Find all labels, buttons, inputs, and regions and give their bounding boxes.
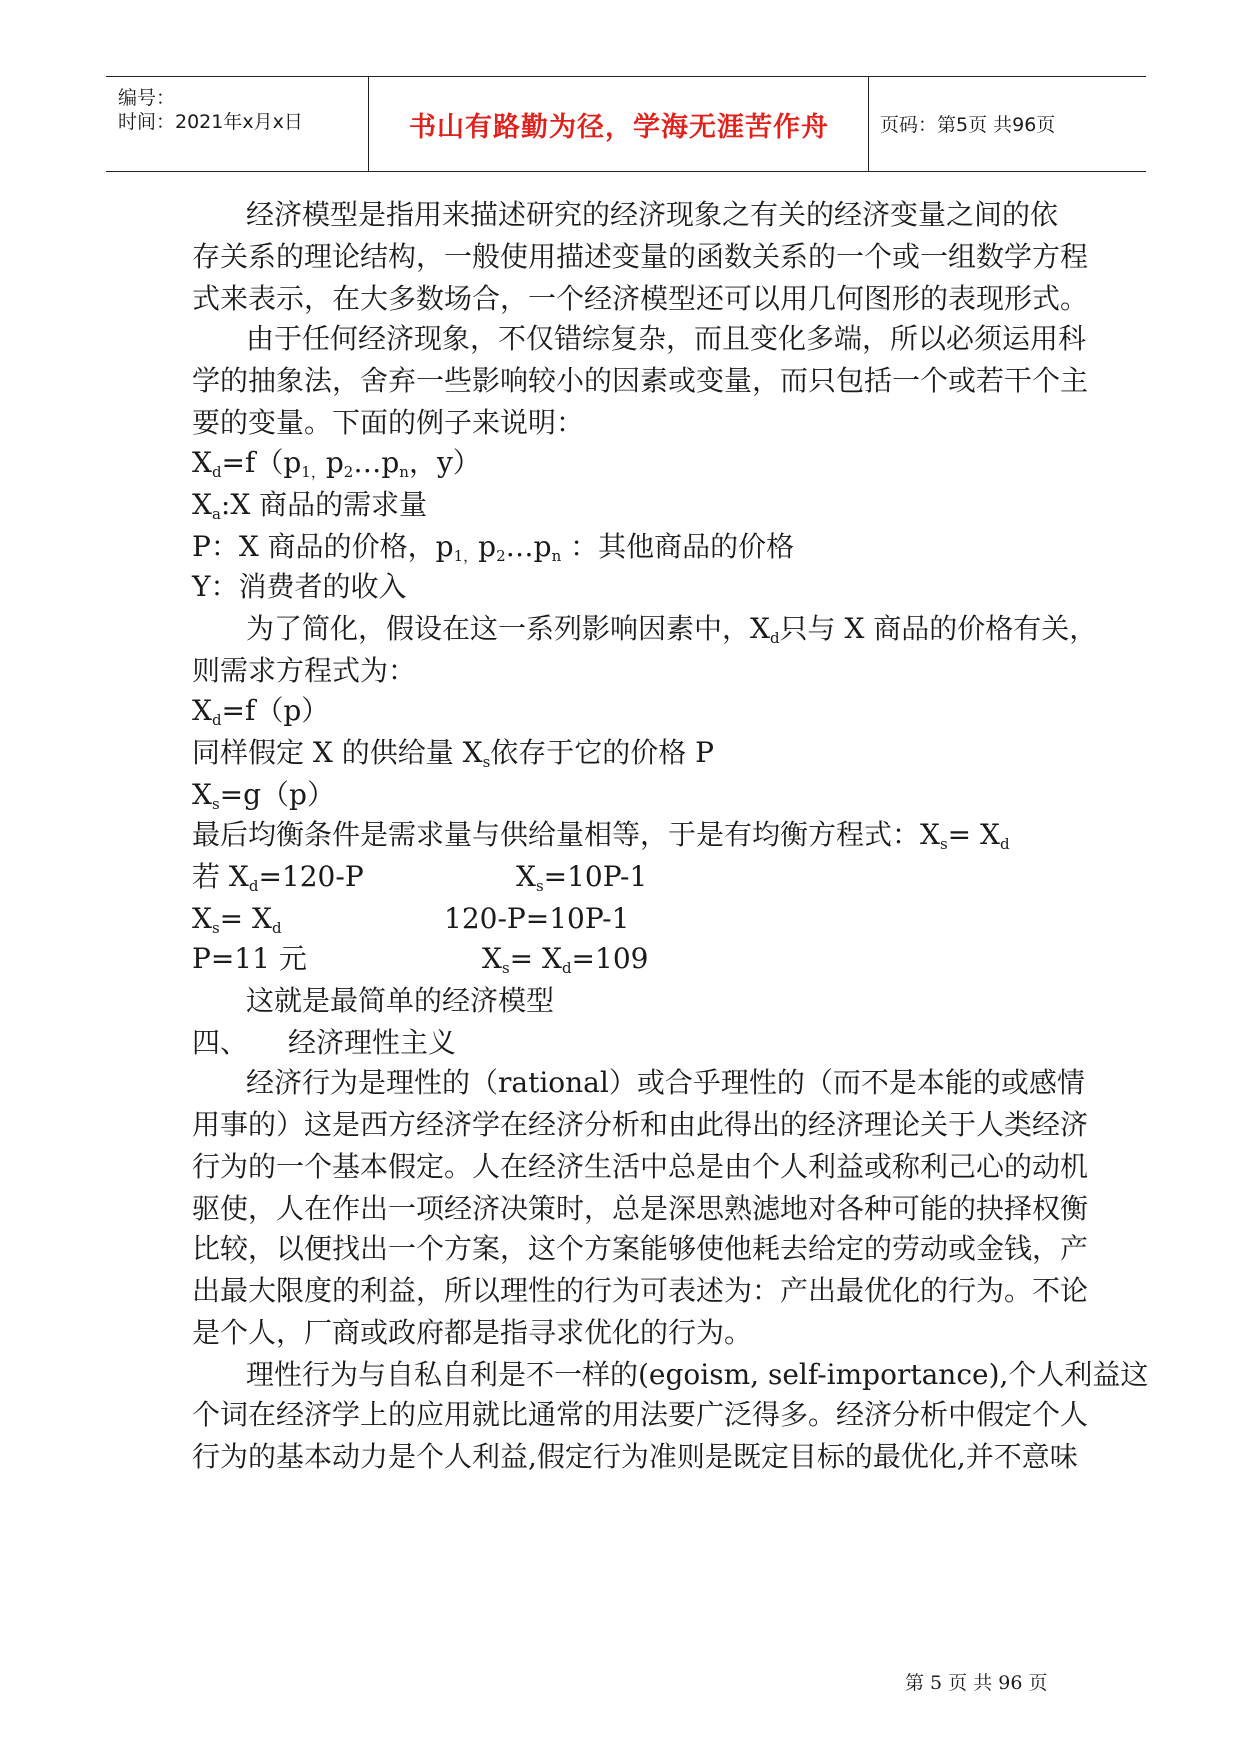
document-header: [106, 76, 1146, 172]
formula-example-left: P=11 元: [192, 942, 307, 975]
definition-line: Y：消费者的收入: [192, 570, 407, 603]
paragraph-line: 则需求方程式为：: [192, 654, 417, 687]
paragraph-line: 式来表示，在大多数场合，一个经济模型还可以用几何图形的表现形式。: [192, 282, 1089, 315]
definition-line: P：X 商品的价格，$p_{1,}p_2\dots p_n$ ：其他商品的价格: [192, 530, 795, 565]
section-heading: [192, 1026, 456, 1060]
paragraph-line: 同样假定 X 的供给量 $X_s$依存于它的价格 P: [192, 736, 715, 771]
header-time-label: 时间：2021年x月x日: [118, 111, 303, 133]
section-number: 四、: [192, 1026, 249, 1059]
header-page-cell: [870, 77, 1146, 171]
header-page-info: 页码：第5页 共96页: [880, 114, 1056, 136]
paragraph-line: 比较，以便找出一个方案，这个方案能够使他耗去给定的劳动或金钱，产: [192, 1232, 1089, 1265]
formula-example-right: 120-P=10P-1: [444, 902, 630, 935]
header-motto: 书山有路勤为径，学海无涯苦作舟: [409, 112, 829, 143]
paragraph-line: 最后均衡条件是需求量与供给量相等，于是有均衡方程式：$X_s= X_d$: [192, 818, 1010, 853]
formula-example-right: $X_s=10P-1$: [516, 860, 648, 895]
formula-example-left: 若 $X_d=120-P$: [192, 860, 364, 895]
paragraph-line: 理性行为与自私自利是不一样的(egoism, self-importance),个人利益这: [246, 1358, 1149, 1391]
paragraph-line: 要的变量。下面的例子来说明：: [192, 406, 585, 439]
formula-supply-equation: $X_s=g(p)$: [192, 778, 335, 813]
formula-demand-function: $X_d=f(p_{1,}p_2\dots p_n$，y）: [192, 446, 481, 481]
header-motto-cell: [370, 77, 869, 171]
page-footer: 第 5 页 共 96 页: [905, 1672, 1048, 1694]
formula-example-left: $X_s= X_d$: [192, 902, 282, 937]
paragraph-line: 个词在经济学上的应用就比通常的用法要广泛得多。经济分析中假定个人: [192, 1398, 1089, 1431]
paragraph-line: 是个人，厂商或政府都是指寻求优化的行为。: [192, 1316, 753, 1349]
paragraph-line: 为了简化，假设在这一系列影响因素中，$X_d$只与 X 商品的价格有关，: [246, 612, 1098, 647]
paragraph-line: 驱使，人在作出一项经济决策时，总是深思熟滤地对各种可能的抉择权衡: [192, 1192, 1089, 1225]
paragraph-line: 用事的）这是西方经济学在经济分析和由此得出的经济理论关于人类经济: [192, 1108, 1089, 1141]
paragraph-line: 经济模型是指用来描述研究的经济现象之有关的经济变量之间的依: [246, 198, 1059, 231]
paragraph-line: 这就是最简单的经济模型: [246, 984, 555, 1017]
paragraph-line: 行为的一个基本假定。人在经济生活中总是由个人利益或称利己心的动机: [192, 1150, 1089, 1183]
paragraph-line: 行为的基本动力是个人利益,假定行为准则是既定目标的最优化,并不意味: [192, 1440, 1078, 1473]
header-meta-cell: [106, 77, 369, 171]
paragraph-line: 存关系的理论结构，一般使用描述变量的函数关系的一个或一组数学方程: [192, 240, 1089, 273]
section-title: 经济理性主义: [288, 1026, 457, 1059]
formula-demand-equation: $X_d=f(p)$: [192, 694, 330, 729]
paragraph-line: 由于任何经济现象，不仅错综复杂，而且变化多端，所以必须运用科: [246, 322, 1087, 355]
header-number-label: 编号：: [118, 87, 176, 109]
definition-line: $X_a:X$ 商品的需求量: [192, 488, 428, 523]
formula-example-right: $X_s= X_d=109$: [482, 942, 649, 977]
paragraph-line: 出最大限度的利益，所以理性的行为可表述为：产出最优化的行为。不论: [192, 1274, 1089, 1307]
paragraph-line: 学的抽象法，舍弃一些影响较小的因素或变量，而只包括一个或若干个主: [192, 364, 1089, 397]
paragraph-line: 经济行为是理性的（rational）或合乎理性的（而不是本能的或感情: [246, 1066, 1085, 1099]
